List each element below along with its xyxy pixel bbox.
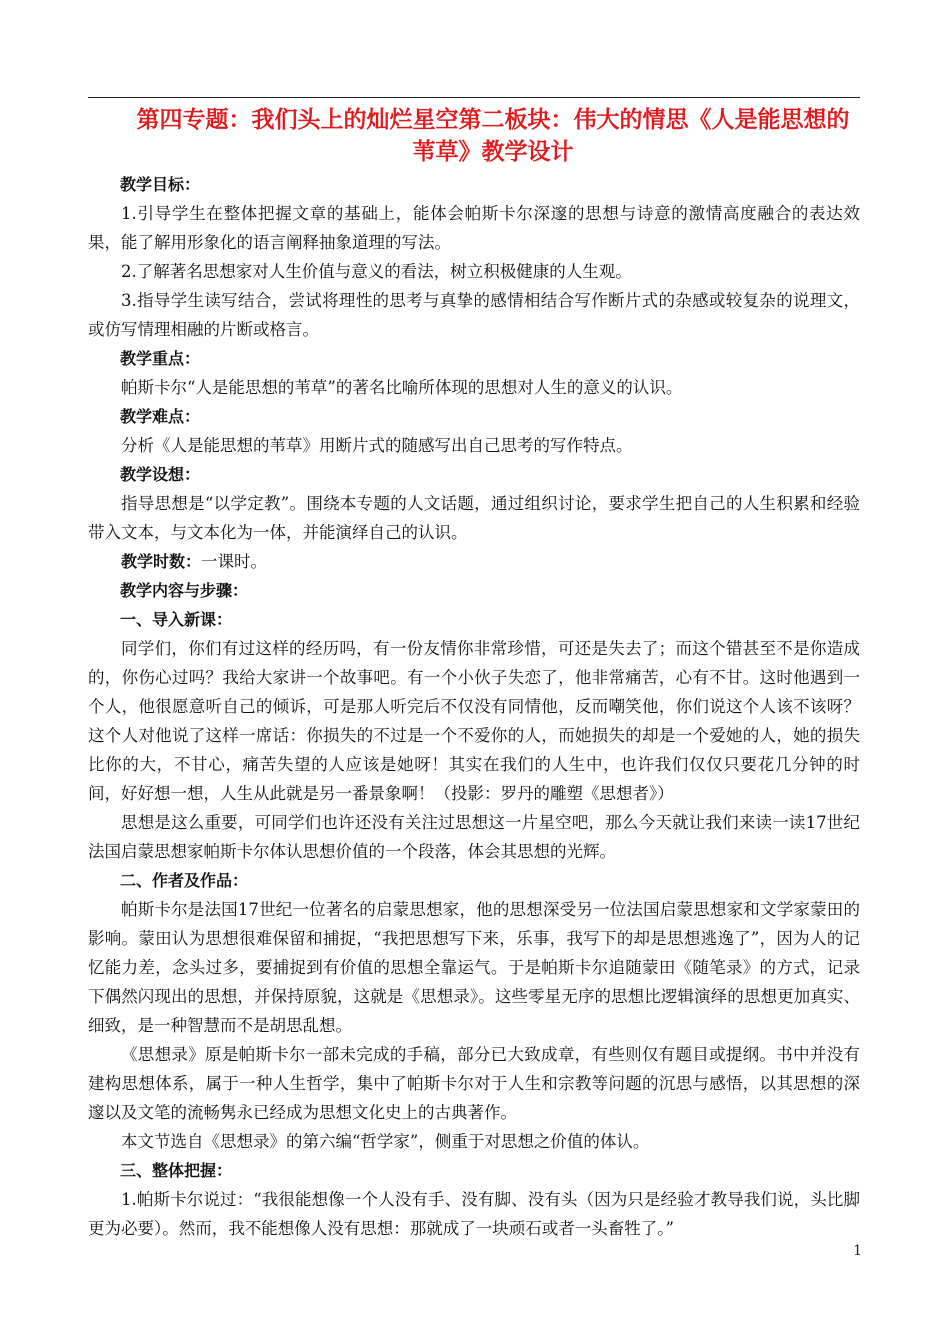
document-title: 第四专题：我们头上的灿烂星空第二板块：伟大的情思《人是能思想的苇草》教学设计 [136,107,850,165]
section3-heading: 三、整体把握： [120,1161,233,1180]
hours-heading: 教学时数： [121,552,202,571]
key-points-heading: 教学重点： [120,349,201,368]
steps-heading: 教学内容与步骤： [120,581,249,600]
hours-text: 一课时。 [201,552,268,571]
section2-heading: 二、作者及作品： [120,871,249,890]
objective-item: 3.指导学生读写结合，尝试将理性的思考与真挚的感情相结合写作断片式的杂感或较复杂的说理文，或仿写情理相融的片断或格言。 [88,291,860,339]
difficulties-text: 分析《人是能思想的苇草》用断片式的随感写出自己思考的写作特点。 [121,436,633,455]
section1-paragraph: 思想是这么重要，可同学们也许还没有关注过思想这一片星空吧，那么今天就让我们来读一读17世纪法国启蒙思想家帕斯卡尔体认思想价值的一个段落，体会其思想的光辉。 [88,813,860,861]
page-number: 1 [853,1243,862,1259]
objective-item: 1.引导学生在整体把握文章的基础上，能体会帕斯卡尔深邃的思想与诗意的激情高度融合的表达效果，能了解用形象化的语言阐释抽象道理的写法。 [88,204,860,252]
design-heading: 教学设想： [120,465,201,484]
section1-paragraph: 同学们，你们有过这样的经历吗，有一份友情你非常珍惜，可还是失去了；而这个错甚至不是你造成的，你伤心过吗？我给大家讲一个故事吧。有一个小伙子失恋了，他非常痛苦，心有不甘。这时他遇到一个人，他很愿意听自己的倾诉，可是那人听完后不仅没有同情他，反而嘲笑他，你们说这个人该不该呀？这个人对他说了这样一席话：你损失的不过是一个不爱你的人，而她损失的却是一个爱她的人，她的损失比你的大，不甘心，痛苦失望的人应该是她呀！其实在我们的人生中，也许我们仅仅只要花几分钟的时间，好好想一想，人生从此就是另一番景象啊！（投影：罗丹的雕塑《思想者》） [88,639,860,803]
section2-paragraph: 帕斯卡尔是法国17世纪一位著名的启蒙思想家，他的思想深受另一位法国启蒙思想家和文学家蒙田的影响。蒙田认为思想很难保留和捕捉，“我把思想写下来，乐事，我写下的却是思想逃逸了”，因为人的记忆能力差，念头过多，要捕捉到有价值的思想全靠运气。于是帕斯卡尔追随蒙田《随笔录》的方式，记录下偶然闪现出的思想，并保持原貌，这就是《思想录》。这些零星无序的思想比逻辑演绎的思想更加真实、细致，是一种智慧而不是胡思乱想。 [88,900,860,1035]
header-rule [88,97,860,98]
objectives-heading: 教学目标： [120,175,201,194]
document-page [88,104,860,1243]
objective-item: 2.了解著名思想家对人生价值与意义的看法，树立积极健康的人生观。 [121,262,632,281]
key-points-text: 帕斯卡尔“人是能思想的苇草”的著名比喻所体现的思想对人生的意义的认识。 [121,378,683,397]
section1-heading: 一、导入新课： [120,610,233,629]
difficulties-heading: 教学难点： [120,407,201,426]
section3-paragraph: 1.帕斯卡尔说过：“我很能想像一个人没有手、没有脚、没有头（因为只是经验才教导我们说，头比脚更为必要）。然而，我不能想像人没有思想：那就成了一块顽石或者一头畜牲了。” [88,1190,860,1238]
section2-paragraph: 本文节选自《思想录》的第六编“哲学家”，侧重于对思想之价值的体认。 [121,1132,650,1151]
section2-paragraph: 《思想录》原是帕斯卡尔一部未完成的手稿，部分已大致成章，有些则仅有题目或提纲。书中并没有建构思想体系，属于一种人生哲学，集中了帕斯卡尔对于人生和宗教等问题的沉思与感悟，以其思想的深邃以及文笔的流畅隽永已经成为思想文化史上的古典著作。 [88,1045,860,1122]
design-text: 指导思想是“以学定教”。围绕本专题的人文话题，通过组织讨论，要求学生把自己的人生积累和经验带入文本，与文本化为一体，并能演绎自己的认识。 [88,494,860,542]
hours-line [88,547,860,576]
